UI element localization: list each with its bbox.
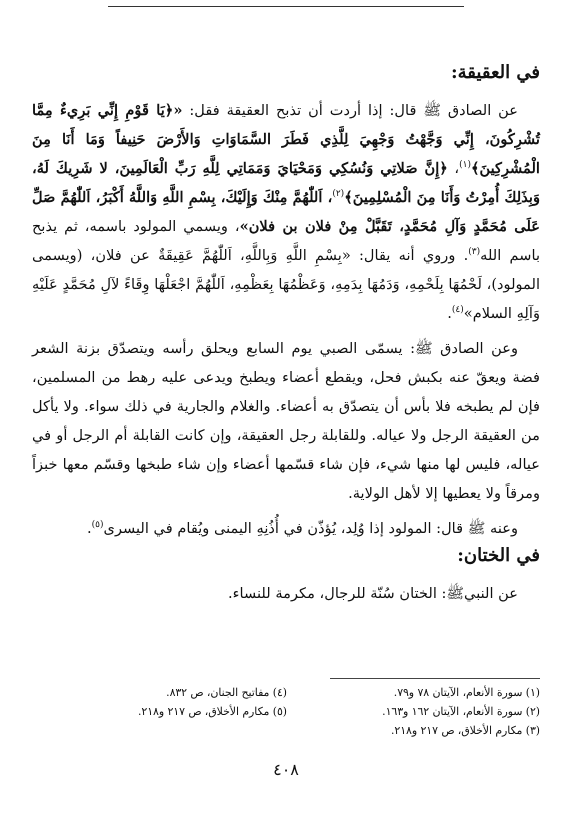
footnote-1: (١) سورة الأنعام، الآيتان ٧٨ و٧٩. xyxy=(393,686,540,699)
footnote-3: (٣) مكارم الأخلاق، ص ٢١٧ و٢١٨. xyxy=(390,724,540,737)
quran-verse-1: «﴿يَا قَوْمِ إِنِّي بَرِيءٌ مِمَّا تُشْرِكُونَ، إِنِّي وَجَّهْتُ وَجْهِيَ لِلَّذِي فَطَرَ السَّمَاوَاتِ وَالأَرْضَ حَنِيفاً وَمَا أَنَا مِنَ الْمُشْرِكِينَ﴾ xyxy=(32,102,540,177)
footnote-ref-1: (١) xyxy=(459,160,471,171)
para1-sep: ، xyxy=(447,160,460,177)
footnotes-left-column xyxy=(34,683,287,740)
footnote-ref-5: (٥) xyxy=(91,520,104,531)
footnote-5: (٥) مكارم الأخلاق، ص ٢١٧ و٢١٨. xyxy=(137,705,287,718)
para1-tail: ، ويسمي المولود باسمه، ثم يذبح باسم الله xyxy=(32,218,541,264)
para3-end: . xyxy=(87,520,92,537)
top-rule xyxy=(108,6,464,7)
para1-end: . xyxy=(447,305,452,322)
dua-text: ، اَللّٰهُمَّ مِنْكَ وَإِلَيْكَ، بِسْمِ اللَّهِ وَاللَّهُ أَكْبَرُ، اَللّٰهُمَّ صَلِّ عَلَى مُحَمَّدٍ وَآلِ مُحَمَّدٍ، تَقَبَّلْ مِنْ فلان بن فلان» xyxy=(32,189,540,235)
paragraph-seventh-day: وعن الصادق ﷺ: يسمّى الصبي يوم السابع ويحلق رأسه ويتصدّق بزنة الشعر فضة ويعقّ عنه بكبش فحل، ويقطع أعضاء ويطبخ ويدعى عليه رهط من المسلمين، فإن لم يطبخه فلا بأس أن يتصدّق به أعضاء. والغلام والجارية في ذلك سواء. ولا يأكل من العقيقة الرجل ولا عياله. وللقابلة رجل العقيقة، وإن كانت القابلة أم الرجل أو في عياله، فليس لها منها شيء، فإن شاء قسّمها أعضاء وإن شاء طبخها وقسّم معها خبزاً ومرقاً ولا يعطيها إلا لأهل الولاية. xyxy=(32,340,540,502)
para3-text: وعنه ﷺ قال: المولود إذا وُلِد، يُؤذّن في أُذُنِهِ اليمنى ويُقام في اليسرى xyxy=(103,520,518,537)
section-heading-khitan: في الختان: xyxy=(457,545,540,566)
paragraph-khitan: عن النبيﷺ: الختان سُنّة للرجال، مكرمة للنساء. xyxy=(228,585,518,602)
para1-tail2: . وروي أنه يقال: «بِسْمِ اللَّهِ وَبِاللَّهِ، اَللّٰهُمَّ عَقِيقَةٌ عن فلان، (ويسمى المولود)، لَحْمُهَا بِلَحْمِهِ، وَدَمُهَا بِدَمِهِ، وَعَظْمُهَا بِعَظْمِهِ، اَللّٰهُمَّ اجْعَلْهَا وِقَاءً لآلِ مُحَمَّدٍ عَلَيْهِ وَآلِهِ السلام» xyxy=(32,247,540,322)
footnotes xyxy=(34,683,540,740)
paragraph-aqiqa-dua xyxy=(32,96,540,328)
footnote-ref-4: (٤) xyxy=(451,305,464,316)
footnotes-right-column xyxy=(287,683,540,740)
footnote-ref-2: (٢) xyxy=(332,189,345,200)
page-number: ٤٠٨ xyxy=(273,760,299,779)
footnote-rule xyxy=(330,678,540,679)
footnote-2: (٢) سورة الأنعام، الآيتان ١٦٢ و١٦٣. xyxy=(382,705,540,718)
section-heading-aqiqa: في العقيقة: xyxy=(451,62,540,83)
para1-lead: عن الصادق ﷺ قال: إذا أردت أن تذبح العقيقة فقل: xyxy=(182,102,518,119)
paragraph-adhan xyxy=(32,514,540,543)
quran-verse-2: ﴿إِنَّ صَلاتِي وَنُسُكِي وَمَحْيَايَ وَمَمَاتِي لِلَّهِ رَبِّ الْعَالَمِينَ، لا شَرِيكَ لَهُ، وَبِذَلِكَ أُمِرْتُ وَأَنَا مِنَ الْمُسْلِمِينَ﴾ xyxy=(32,160,540,206)
footnote-ref-3: (٣) xyxy=(468,247,481,258)
footnote-4: (٤) مفاتيح الجنان، ص ٨٣٢. xyxy=(166,686,287,699)
page-body xyxy=(32,60,540,608)
